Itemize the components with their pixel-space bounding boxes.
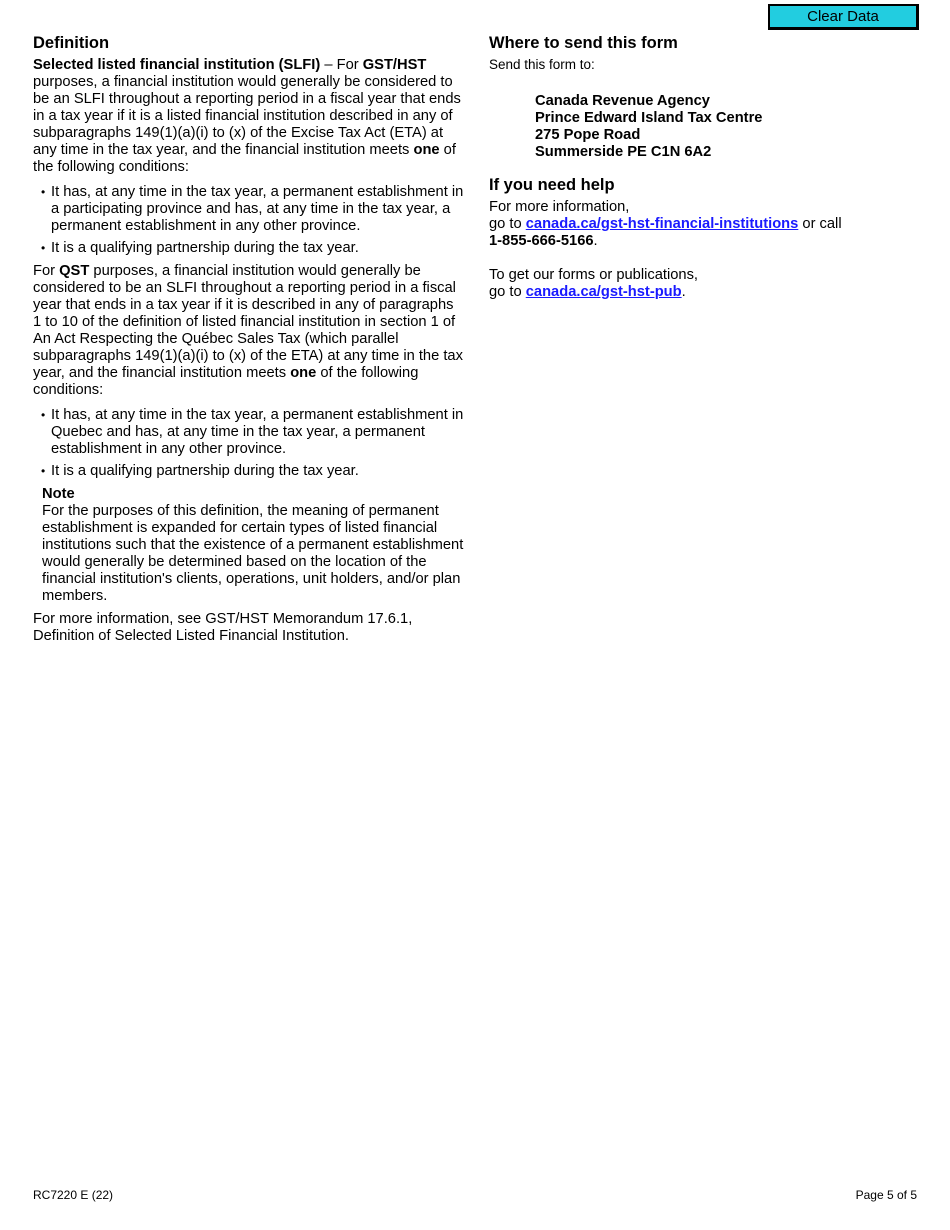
slfi-gst-paragraph: [33, 57, 465, 176]
clear-data-button[interactable]: Clear Data: [768, 4, 919, 30]
list-item: [33, 240, 465, 257]
list-item-text: It is a qualifying partnership during the tax year.: [51, 463, 359, 479]
qst-term: QST: [59, 263, 90, 279]
definition-heading: Definition: [33, 34, 110, 52]
help-line-2: [489, 216, 919, 233]
financial-institutions-link[interactable]: canada.ca/gst-hst-financial-institutions: [525, 216, 799, 232]
send-heading: Where to send this form: [489, 34, 678, 52]
page-number: Page 5 of 5: [855, 1188, 917, 1202]
slfi-qst-end: of the following conditions:: [33, 365, 419, 398]
note-heading: Note: [42, 486, 75, 502]
help-line-3: [489, 233, 919, 250]
mailing-address: [535, 93, 919, 161]
or-call-text: or call: [798, 216, 842, 232]
address-line: Canada Revenue Agency: [535, 93, 710, 109]
address-line: 275 Pope Road: [535, 127, 641, 143]
definition-section: [33, 33, 465, 645]
goto-text: go to: [489, 216, 526, 232]
dash-text: – For: [320, 57, 363, 73]
bullet-icon: •: [41, 185, 46, 199]
list-item: [33, 184, 465, 235]
address-line: Prince Edward Island Tax Centre: [535, 110, 763, 126]
for-text: For: [33, 263, 60, 279]
slfi-gst-end: of the following conditions:: [33, 142, 456, 175]
bullet-icon: •: [41, 464, 46, 478]
gst-hst-pub-link[interactable]: canada.ca/gst-hst-pub: [525, 284, 682, 300]
help-line-4: To get our forms or publications,: [489, 267, 698, 283]
help-line-5: [489, 284, 919, 301]
list-item: [33, 407, 465, 458]
help-heading: If you need help: [489, 176, 615, 194]
list-item-text: It is a qualifying partnership during the tax year.: [51, 240, 359, 256]
list-item-text: It has, at any time in the tax year, a permanent establishment in Quebec and has, at any time in the tax year, a permanent establishment in any other province.: [51, 407, 464, 457]
note-block: [42, 486, 465, 605]
more-info-paragraph: For more information, see GST/HST Memorandum 17.6.1, Definition of Selected Listed Financial Institution.: [33, 611, 413, 644]
period-text: .: [593, 233, 598, 249]
address-line: Summerside PE C1N 6A2: [535, 144, 712, 160]
slfi-gst-body: purposes, a financial institution would generally be considered to be an SLFI throughout a reporting period in a fiscal year that ends in a tax year if it is a listed financial institution described in any of subparagraphs 149(1)(a)(i) to (x) of the Excise Tax Act (ETA) at any time in the tax year, and the financial institution meets: [33, 74, 461, 158]
slfi-term: Selected listed financial institution (SLFI): [33, 57, 321, 73]
form-id: RC7220 E (22): [33, 1188, 114, 1202]
goto-text: go to: [489, 284, 526, 300]
list-item-text: It has, at any time in the tax year, a permanent establishment in a participating province and has, at any time in the tax year, a permanent establishment in any other province.: [51, 184, 464, 234]
help-line-1: For more information,: [489, 199, 630, 215]
slfi-qst-paragraph: [33, 263, 465, 399]
one-emphasis: one: [413, 142, 440, 158]
bullet-icon: •: [41, 241, 46, 255]
list-item: [33, 463, 465, 480]
note-body: For the purposes of this definition, the meaning of permanent establishment is expanded for certain types of listed financial institutions such that the existence of a permanent establishment would generally be determined based on the location of the financial institution's clients, operations, unit holders, and/or plan members.: [42, 503, 464, 604]
bullet-icon: •: [41, 408, 46, 422]
gst-conditions-list: [33, 184, 465, 257]
qst-conditions-list: [33, 407, 465, 480]
period-text: .: [681, 284, 686, 300]
gst-hst-term: GST/HST: [362, 57, 427, 73]
phone-number: 1-855-666-5166: [489, 233, 594, 249]
one-emphasis: one: [290, 365, 317, 381]
contact-section: [489, 33, 919, 301]
slfi-qst-body: purposes, a financial institution would generally be considered to be an SLFI throughout a reporting period in a fiscal year that ends in a tax year if it is described in any of paragraphs 1 to 10 of the definition of listed financial institution in section 1 of An Act Respecting the Québec Sales Tax (which parallel subparagraphs 149(1)(a)(i) to (x) of the ETA) at any time in the tax year, and the financial institution meets: [33, 263, 463, 381]
send-intro: Send this form to:: [489, 57, 595, 72]
